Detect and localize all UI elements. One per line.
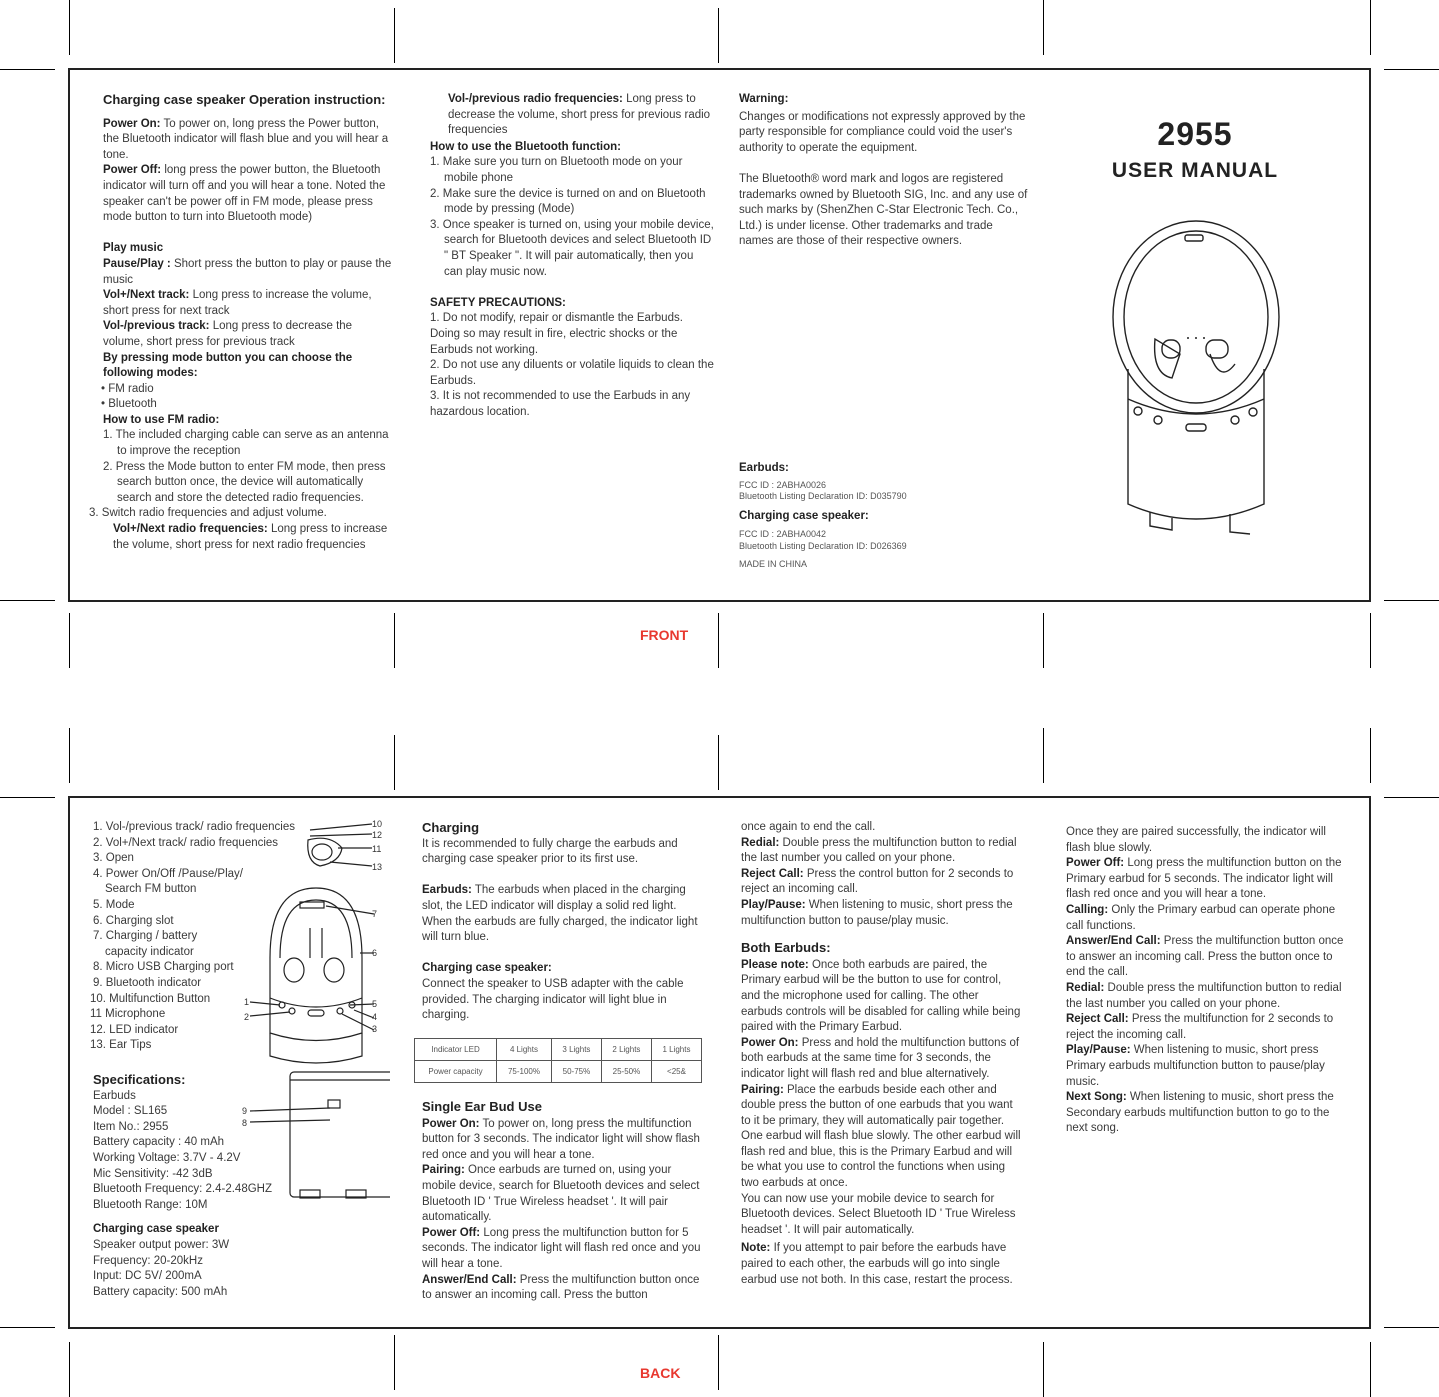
part-item: 10. Multifunction Button xyxy=(90,992,211,1005)
modes-heading: By pressing mode button you can choose the following modes: xyxy=(103,351,353,380)
back-column-3 xyxy=(741,820,1023,1288)
callout-label: 11 xyxy=(372,844,382,854)
text: Short press the button to play or pause the music xyxy=(103,257,392,286)
play-music-heading: Play music xyxy=(103,242,164,255)
label: Redial: xyxy=(1066,981,1105,994)
label: Play/Pause: xyxy=(1066,1044,1131,1057)
label: Reject Call: xyxy=(741,867,804,880)
part-item: 11 Microphone xyxy=(90,1008,166,1021)
text: Press the multifunction button once to answer an incoming call. Press the button once to end the call. xyxy=(1066,935,1344,979)
text: Long press the multifunction button on the Primary earbud for 5 seconds. The indicator light will flash red once and you will hear a tone. xyxy=(1066,857,1342,901)
part-item: 2. Vol+/Next track/ radio frequencies xyxy=(93,836,279,849)
part-item: 5. Mode xyxy=(93,898,135,911)
part-item: 12. LED indicator xyxy=(90,1023,179,1036)
fm-step: 2. Press the Mode button to enter FM mode, then press search button once, the device will automatically search and store the detected radio frequencies. xyxy=(103,460,386,504)
continued-text: once again to end the call. xyxy=(741,821,876,833)
callout-label: 7 xyxy=(372,909,378,919)
part-item: 1. Vol-/previous track/ radio frequencies xyxy=(93,821,295,833)
text: If you attempt to pair before the earbuds have paired to each other, the earbuds will go into single earbud use not both. In this case, restart the process. xyxy=(741,1242,1013,1286)
back-column-2 xyxy=(422,820,707,1024)
text: Only the Primary earbud can operate phone call functions. xyxy=(1066,903,1336,932)
safety-item: 3. It is not recommended to use the Earbuds in any hazardous location. xyxy=(430,390,691,418)
callout-label: 3 xyxy=(372,1024,378,1034)
label: Power On: xyxy=(422,1117,480,1130)
single-heading: Single Ear Bud Use xyxy=(422,1099,542,1114)
made-in: MADE IN CHINA xyxy=(739,559,808,570)
bt-step: 3. Once speaker is turned on, using your mobile device, search for Bluetooth devices and select Bluetooth ID " BT Speaker ". It will pair automatically, then you can play music now. xyxy=(430,218,714,278)
operation-heading: Charging case speaker Operation instruction: xyxy=(103,92,386,107)
part-item: 7. Charging / battery capacity indicator xyxy=(93,930,198,958)
label: Please note: xyxy=(741,958,809,971)
spec-item: Battery capacity: 500 mAh xyxy=(93,1285,228,1298)
bt-heading: How to use the Bluetooth function: xyxy=(430,140,622,153)
mode-item: • Bluetooth xyxy=(101,398,157,411)
label: Pause/Play : xyxy=(103,257,171,270)
spec-item: Item No.: 2955 xyxy=(93,1120,169,1133)
table-cell: 4 Lights xyxy=(497,1039,552,1061)
earbuds-fcc: FCC ID : 2ABHA0026 xyxy=(739,479,827,490)
charging-heading: Charging xyxy=(422,820,480,835)
text: long press the power button, the Bluetooth indicator will turn off and you will hear a tone. Noted the speaker can't be power off in FM mode, please press mode button to turn into Bluetooth mode) xyxy=(103,164,386,224)
paired-text: Once they are paired successfully, the indicator will flash blue slowly. xyxy=(1066,826,1326,854)
callout-label: 6 xyxy=(372,948,378,958)
case-bt-id: Bluetooth Listing Declaration ID: D026369 xyxy=(739,540,907,551)
indicator-table xyxy=(414,1038,702,1083)
text: When listening to music, short press the multifunction button to pause/play music. xyxy=(741,898,1013,927)
table-cell: <25& xyxy=(651,1061,701,1083)
earbuds-fcc-heading: Earbuds: xyxy=(739,462,789,474)
text: When listening to music, short press Primary earbuds multifunction button to pause/play music. xyxy=(1066,1044,1325,1088)
safety-item: 1. Do not modify, repair or dismantle the Earbuds. Doing so may result in fire, electric shocks or the Earbuds not working. xyxy=(430,312,683,356)
text: To power on, long press the Power button, the Bluetooth indicator will flash blue and you will hear a tone. xyxy=(103,117,389,161)
spec-item: Bluetooth Frequency: 2.4-2.48GHZ xyxy=(93,1183,272,1196)
back-column-4 xyxy=(1066,825,1348,1137)
fcc-block xyxy=(739,461,1029,571)
text: To power on, long press the multifunction button for 3 seconds. The indicator light will show flash red once and you will hear a tone. xyxy=(422,1117,700,1161)
label: Earbuds: xyxy=(422,884,472,897)
safety-item: 2. Do not use any diluents or volatile liquids to clean the Earbuds. xyxy=(430,359,714,387)
label: Pairing: xyxy=(741,1083,784,1096)
label: Pairing: xyxy=(422,1164,465,1177)
spec-block xyxy=(93,1072,283,1300)
spec-item: Model : SL165 xyxy=(93,1105,168,1118)
part-item: 8. Micro USB Charging port xyxy=(93,961,234,974)
text: The earbuds when placed in the charging slot, the LED indicator will display a solid red light. When the earbuds are fully charged, the indicator light will turn blue. xyxy=(422,884,698,944)
fm-heading: How to use FM radio: xyxy=(103,413,220,426)
text: Press the multifunction button once to answer an incoming call. Press the button xyxy=(422,1273,700,1302)
front-column-2 xyxy=(430,92,715,420)
table-cell: 75-100% xyxy=(497,1061,552,1083)
spec-item: Input: DC 5V/ 200mA xyxy=(93,1270,202,1283)
fm-step: 1. The included charging cable can serve as an antenna to improve the reception xyxy=(103,429,389,458)
text: Double press the multifunction button to redial the last number you called on your phone. xyxy=(741,836,1017,865)
part-item: 13. Ear Tips xyxy=(90,1039,152,1052)
text: Press and hold the multifunction buttons of both earbuds at the same time for 3 seconds, the indicator light will flash red and blue alternatively. xyxy=(741,1036,1020,1080)
callout-label: 9 xyxy=(242,1106,248,1116)
label: Power On: xyxy=(103,117,161,130)
front-column-1 xyxy=(89,92,395,553)
label: Play/Pause: xyxy=(741,898,806,911)
text: Long press to increase the volume, short press for next track xyxy=(103,289,372,317)
table-cell: 3 Lights xyxy=(551,1039,601,1061)
table-cell: 50-75% xyxy=(551,1061,601,1083)
warning-heading: Warning: xyxy=(739,93,789,105)
text: Long press to increase the volume, short press for next radio frequencies xyxy=(113,523,388,551)
table-cell: 1 Lights xyxy=(651,1039,701,1061)
charging-text: It is recommended to fully charge the earbuds and charging case speaker prior to its first use. xyxy=(422,837,678,866)
mode-item: • FM radio xyxy=(101,382,154,395)
label: Power Off: xyxy=(422,1226,481,1239)
callout-label: 8 xyxy=(242,1118,248,1128)
label: Answer/End Call: xyxy=(422,1273,517,1286)
text: Place the earbuds beside each other and double press the button of one earbuds that you want to it be primary, they will automatically pair together. One earbud will flash blue slowly. The other earbud will flash red and blue, this is the Primary Earbud and will be what you use to control the functions when using two earbuds at once. xyxy=(741,1083,1021,1190)
front-label: FRONT xyxy=(640,627,689,643)
model-number: 2955 xyxy=(1157,116,1233,152)
single-earbud-block xyxy=(422,1099,707,1304)
spec-item: Earbuds xyxy=(93,1089,136,1102)
fm-step: 3. Switch radio frequencies and adjust volume. xyxy=(89,507,327,520)
label: Answer/End Call: xyxy=(1066,935,1161,948)
label: Vol-/previous radio frequencies: xyxy=(448,93,623,105)
spec-item: Battery capacity : 40 mAh xyxy=(93,1136,225,1149)
label: Redial: xyxy=(741,836,780,849)
safety-heading: SAFETY PRECAUTIONS: xyxy=(430,296,566,309)
spec-item: Mic Sensitivity: -42 3dB xyxy=(93,1167,213,1180)
spec-item: Speaker output power: 3W xyxy=(93,1238,230,1251)
spec-heading: Specifications: xyxy=(93,1072,186,1087)
table-row xyxy=(415,1039,702,1061)
case-fcc-heading: Charging case speaker: xyxy=(739,509,869,522)
text: Press the multifunction for 2 seconds to reject the incoming call. xyxy=(1066,1013,1334,1041)
back-label: BACK xyxy=(640,1365,681,1381)
table-cell: Power capacity xyxy=(415,1061,497,1083)
trademark-text: The Bluetooth® word mark and logos are registered trademarks owned by Bluetooth SIG, Inc. and any use of such marks by (ShenZhen C-Star Electronic Tech. Co., Ltd.) is under license. Other trademarks and trade names are those of their respective owners. xyxy=(739,172,1028,248)
label: Power Off: xyxy=(103,164,162,177)
part-item: 6. Charging slot xyxy=(93,914,174,927)
bt-step: 2. Make sure the device is turned on and on Bluetooth mode by pressing (Mode) xyxy=(430,187,706,216)
part-item: 3. Open xyxy=(93,852,134,865)
label: Vol-/previous track: xyxy=(103,320,210,333)
search-text: You can now use your mobile device to search for Bluetooth devices. Select Bluetooth ID ' True Wireless headset '. It will pair automatically. xyxy=(741,1192,1016,1236)
both-heading: Both Earbuds: xyxy=(741,940,831,956)
callout-label: 2 xyxy=(244,1012,250,1022)
label: Power Off: xyxy=(1066,857,1125,870)
label: Vol+/Next track: xyxy=(103,289,190,302)
label: Power On: xyxy=(741,1036,799,1049)
callout-label: 1 xyxy=(244,997,250,1007)
spec-item: Working Voltage: 3.7V - 4.2V xyxy=(93,1151,241,1164)
callout-label: 12 xyxy=(372,830,383,840)
spec-item: Bluetooth Range: 10M xyxy=(93,1198,208,1211)
text: Once both earbuds are paired, the Primary earbud will be the button to use for control, and the microphone used for calling. The other earbuds controls will be disabled for calling while being paired with the Primary Earbud. xyxy=(741,958,1021,1034)
part-item: 9. Bluetooth indicator xyxy=(93,976,202,989)
callout-label: 10 xyxy=(372,819,383,829)
case-fcc: FCC ID : 2ABHA0042 xyxy=(739,529,827,540)
text: Press the control button for 2 seconds to reject an incoming call. xyxy=(741,867,1014,896)
product-illustration-front xyxy=(1110,214,1290,544)
text: Once earbuds are turned on, using your mobile device, search for Bluetooth devices and select Bluetooth ID ' True Wireless headset '. It will pair automatically. xyxy=(422,1164,700,1224)
warning-text: Changes or modifications not expressly approved by the party responsible for compliance could void the user's authority to operate the equipment. xyxy=(739,110,1026,154)
table-row xyxy=(415,1061,702,1083)
part-item: 4. Power On/Off /Pause/Play/ Search FM button xyxy=(93,867,243,896)
bt-step: 1. Make sure you turn on Bluetooth mode on your mobile phone xyxy=(430,156,683,184)
text: Long press to decrease the volume, short press for previous track xyxy=(103,320,353,348)
label: Calling: xyxy=(1066,903,1109,916)
manual-title: USER MANUAL xyxy=(1111,159,1279,182)
callout-label: 4 xyxy=(372,1012,378,1022)
label: Next Song: xyxy=(1066,1091,1127,1104)
label: Reject Call: xyxy=(1066,1013,1129,1026)
text: When listening to music, short press the Secondary earbuds multifunction button to go to the next song. xyxy=(1066,1091,1334,1135)
label: Vol+/Next radio frequencies: xyxy=(113,523,268,536)
spec-item: Frequency: 20-20kHz xyxy=(93,1254,203,1267)
callout-label: 5 xyxy=(372,999,378,1009)
text: Double press the multifunction button to redial the last number you called on your phone. xyxy=(1066,981,1342,1010)
text: Long press the multifunction button for 5 seconds. The indicator light will flash red once and you will hear a tone. xyxy=(422,1226,701,1270)
table-cell: 2 Lights xyxy=(601,1039,651,1061)
case-spec-heading: Charging case speaker xyxy=(93,1223,219,1236)
case-text: Connect the speaker to USB adapter with the cable provided. The charging indicator will light blue in charging. xyxy=(422,977,684,1022)
text: Long press to decrease the volume, short press for previous radio frequencies xyxy=(448,93,711,137)
table-cell: Indicator LED xyxy=(415,1039,497,1061)
label: Note: xyxy=(741,1242,771,1255)
table-cell: 25-50% xyxy=(601,1061,651,1083)
front-column-3 xyxy=(739,92,1029,250)
earbuds-bt-id: Bluetooth Listing Declaration ID: D035790 xyxy=(739,491,907,502)
callout-label: 13 xyxy=(372,862,383,872)
case-heading: Charging case speaker: xyxy=(422,962,552,975)
